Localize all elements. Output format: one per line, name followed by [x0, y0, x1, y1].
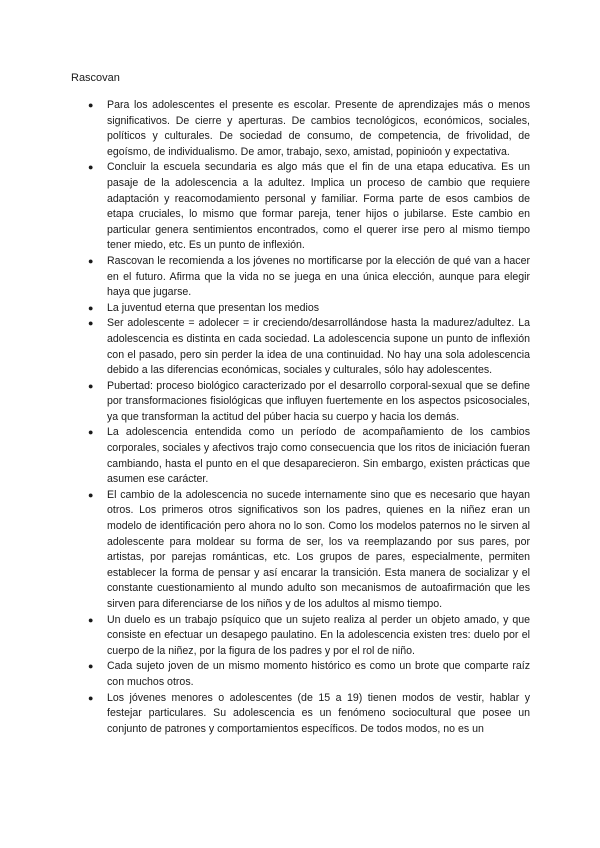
list-item	[71, 613, 530, 660]
list-item	[71, 254, 530, 301]
bullet-icon: ●	[88, 318, 94, 329]
bullet-icon: ●	[88, 380, 94, 391]
list-item-text: Un duelo es un trabajo psíquico que un sujeto realiza al perder un objeto amado, y que consiste en efectuar un desapego paulatino. En la adolescencia existen tres: duelo por el cuerpo de la niñez, por la figura de los padres y por el rol de niño.	[107, 613, 530, 657]
list-item-text: El cambio de la adolescencia no sucede internamente sino que es necesario que hayan otros. Los primeros otros significativos son los padres, quienes en la niñez eran un modelo de identificación pero ahora no lo son. Como los modelos paternos no le sirven al adolescente para moldear su forma de ser, los va reemplazando por sus pares, por artistas, por parejas románticas, etc. Los grupos de pares, especialmente, permiten establecer la forma de pensar y así encarar la transición. Esta manera de socializar y el constante cuestionamiento al mundo adulto son mecanismos de autoafirmación que les sirven para diferenciarse de los niños y de los adultos al mismo tiempo.	[107, 488, 530, 610]
list-item-text: Concluir la escuela secundaria es algo más que el fin de una etapa educativa. Es un pasaje de la adolescencia a la adultez. Implica un proceso de cambio que requiere adaptación y reacomodamiento personal y familiar. Forma parte de esos cambios de etapa cruciales, lo mismo que formar pareja, tener hijos o jubilarse. Este cambio en particular genera sentimientos encontrados, como el querer irse pero al mismo tiempo tener miedo, etc. Es un punto de inflexión.	[107, 161, 530, 252]
bullet-icon: ●	[88, 661, 94, 672]
list-item-text: Cada sujeto joven de un mismo momento histórico es como un brote que comparte raíz con muchos otros.	[107, 660, 530, 688]
bullet-icon: ●	[88, 255, 94, 266]
bullet-icon: ●	[88, 302, 94, 313]
list-item	[71, 488, 530, 613]
list-item	[71, 160, 530, 254]
bullet-icon: ●	[88, 614, 94, 625]
list-item-text: Ser adolescente = adolecer = ir creciendo/desarrollándose hasta la madurez/adultez. La adolescencia es distinta en cada sociedad. La adolescencia supone un punto de inflexión con el pasado, pero sin perder la idea de una continuidad. No hay una sola adolescencia debido a las diferencias económicas, sociales y culturales, sólo hay adolescentes.	[107, 317, 530, 377]
list-item-text: La adolescencia entendida como un período de acompañamiento de los cambios corporales, sociales y afectivos trajo como consecuencia que los ritos de iniciación fueran cambiando, hasta el punto en el que desaparecieron. Sin embargo, existen prácticas que asumen ese carácter.	[107, 426, 530, 486]
list-item	[71, 316, 530, 378]
document-title: Rascovan	[71, 72, 120, 84]
bullet-icon: ●	[88, 692, 94, 703]
bullet-list	[71, 98, 530, 737]
bullet-icon: ●	[88, 162, 94, 173]
bullet-icon: ●	[88, 427, 94, 438]
bullet-icon: ●	[88, 489, 94, 500]
bullet-icon: ●	[88, 100, 94, 110]
list-item	[71, 659, 530, 690]
list-item-text: Los jóvenes menores o adolescentes (de 15 a 19) tienen modos de vestir, hablar y festejar particulares. Su adolescencia es un fenómeno sociocultural que posee un conjunto de patrones y comportamientos específicos. De todos modos, no es un	[107, 691, 530, 735]
list-item-text: Pubertad: proceso biológico caracterizado por el desarrollo corporal-sexual que se define por transformaciones fisiológicas que influyen fuertemente en los aspectos psicosociales, ya que transforman la actitud del púber hacia su cuerpo y hacia los demás.	[107, 379, 530, 423]
list-item-text: Para los adolescentes el presente es escolar. Presente de aprendizajes más o menos significativos. De cierre y aperturas. De cambios tecnológicos, económicos, sociales, políticos y culturales. De sociedad de consumo, de competencia, de frivolidad, de egoísmo, de individualismo. De amor, trabajo, sexo, amistad, popinioón y expectativa.	[107, 99, 530, 158]
list-item-text: La juventud eterna que presentan los medios	[107, 301, 320, 314]
list-item	[71, 379, 530, 426]
list-item	[71, 301, 530, 317]
list-item	[71, 425, 530, 487]
list-item-text: Rascovan le recomienda a los jóvenes no mortificarse por la elección de qué van a hacer en el futuro. Afirma que la vida no se juega en una única elección, aunque para elegir haya que jugarse.	[107, 254, 530, 299]
list-item	[71, 98, 530, 160]
list-item	[71, 691, 530, 738]
